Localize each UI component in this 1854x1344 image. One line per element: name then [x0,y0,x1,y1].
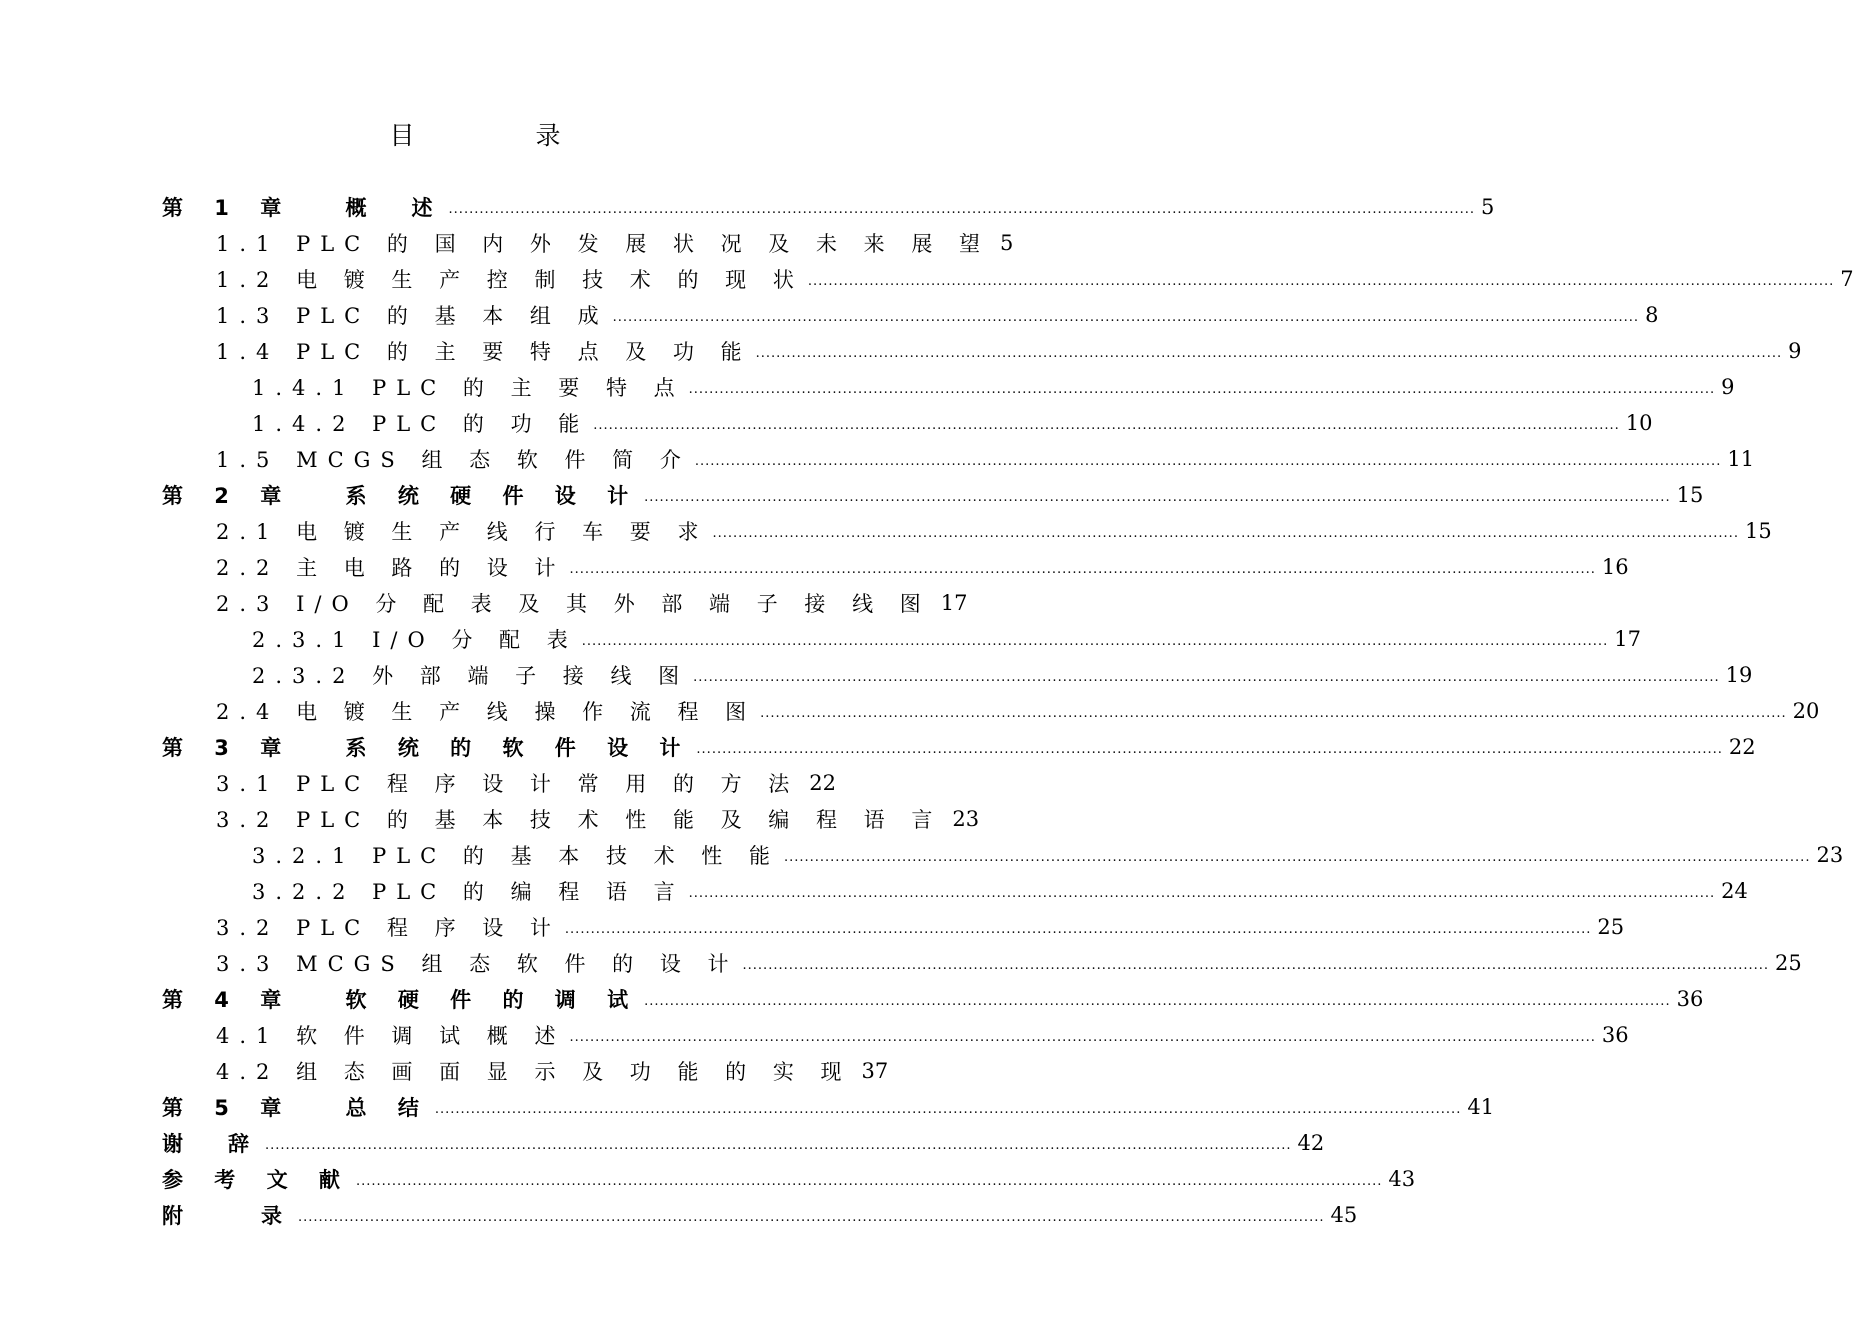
toc-page-number: 10 [1625,411,1653,435]
toc-entry-label: 第 1 章 概 述 [162,196,445,220]
toc-page-number: 15 [1744,519,1772,543]
toc-entry[interactable] [252,405,1653,441]
toc-leader-dots: ........................................................................................................................................................................................................ [569,1030,1596,1045]
toc-entry-label: 1.4.1 PLC 的 主 要 特 点 [252,376,685,400]
toc-leader-dots: ........................................................................................................................................................................................................ [688,382,1716,397]
toc-page-number: 22 [1728,735,1756,759]
toc-entry[interactable] [252,873,1748,909]
toc-leader-dots: ........................................................................................................................................................................................................ [807,274,1835,289]
toc-leader-dots: ........................................................................................................................................................................................................ [688,886,1716,901]
toc-page-number: 17 [940,591,968,615]
toc-entry[interactable] [216,693,1820,729]
toc-entry-label: 3.2.1 PLC 的 基 本 技 术 性 能 [252,844,780,868]
toc-entry-label: 1.2 电 镀 生 产 控 制 技 术 的 现 状 [216,268,804,292]
toc-leader-dots: ........................................................................................................................................................................................................ [693,670,1720,685]
toc-entry[interactable] [216,333,1802,369]
toc-leader-dots: ........................................................................................................................................................................................................ [760,706,1787,721]
toc-entry[interactable] [216,441,1755,477]
toc-entry-label: 1.1 PLC 的 国 内 外 发 展 状 况 及 未 来 展 望 [216,232,990,256]
toc-entry-label: 3.1 PLC 程 序 设 计 常 用 的 方 法 [216,772,800,796]
toc-page-number: 19 [1725,663,1753,687]
toc-entry-label: 2.1 电 镀 生 产 线 行 车 要 求 [216,520,709,544]
toc-leader-dots: ........................................................................................................................................................................................................ [265,1138,1292,1153]
toc-page-number: 43 [1388,1167,1416,1191]
toc-entry[interactable] [162,1161,1416,1197]
toc-entry-label: 3.3 MCGS 组 态 软 件 的 设 计 [216,952,739,976]
toc-page-number: 23 [1816,843,1844,867]
toc-entry-label: 附 录 [162,1204,294,1228]
toc-entry[interactable] [162,1089,1495,1125]
toc-leader-dots: ........................................................................................................................................................................................................ [581,634,1609,649]
toc-leader-dots: ........................................................................................................................................................................................................ [712,526,1739,541]
toc-entry-label: 第 4 章 软 硬 件 的 调 试 [162,988,641,1012]
toc-page-number: 36 [1601,1023,1629,1047]
toc-page-number: 42 [1297,1131,1325,1155]
toc-leader-dots: ........................................................................................................................................................................................................ [593,418,1620,433]
toc-entry[interactable] [252,621,1641,657]
toc-entry-label: 2.4 电 镀 生 产 线 操 作 流 程 图 [216,700,757,724]
toc-entry[interactable] [162,729,1756,765]
toc-page-number: 5 [1000,231,1014,255]
toc-entry-label: 3.2.2 PLC 的 编 程 语 言 [252,880,685,904]
toc-leader-dots: ........................................................................................................................................................................................................ [448,202,1476,217]
toc-title: 目 录 [389,121,609,150]
toc-leader-dots: ........................................................................................................................................................................................................ [612,310,1640,325]
toc-entry-label: 3.2 PLC 程 序 设 计 [216,916,561,940]
toc-entry-label: 2.3 I/O 分 配 表 及 其 外 部 端 子 接 线 图 [216,592,931,616]
toc-entry[interactable] [216,585,968,621]
toc-entry-label: 谢 辞 [162,1132,261,1156]
toc-leader-dots: ........................................................................................................................................................................................................ [696,742,1723,757]
toc-page-number: 7 [1840,267,1854,291]
toc-entry[interactable] [162,981,1704,1017]
toc-entry-label: 3.2 PLC 的 基 本 技 术 性 能 及 编 程 语 言 [216,808,943,832]
toc-entry-label: 参 考 文 献 [162,1168,352,1192]
toc-page-number: 23 [952,807,980,831]
toc-page-number: 15 [1676,483,1704,507]
toc-leader-dots: ........................................................................................................................................................................................................ [742,958,1769,973]
toc-entry[interactable] [216,297,1659,333]
toc-entry-label: 第 5 章 总 结 [162,1096,431,1120]
toc-entry[interactable] [252,369,1735,405]
toc-page-number: 20 [1792,699,1820,723]
toc-leader-dots: ........................................................................................................................................................................................................ [644,994,1671,1009]
toc-page-number: 37 [861,1059,889,1083]
toc-leader-dots: ........................................................................................................................................................................................................ [569,562,1596,577]
toc-entry-label: 1.5 MCGS 组 态 软 件 简 介 [216,448,691,472]
toc-page-number: 45 [1330,1203,1358,1227]
toc-page-number: 9 [1788,339,1802,363]
toc-page-number: 5 [1481,195,1495,219]
toc-entry[interactable] [216,549,1629,585]
toc-leader-dots: ........................................................................................................................................................................................................ [644,490,1671,505]
toc-leader-dots: ........................................................................................................................................................................................................ [355,1174,1383,1189]
toc-entry[interactable] [252,657,1753,693]
toc-page-number: 22 [809,771,837,795]
toc-entry[interactable] [216,765,837,801]
toc-page-number: 17 [1614,627,1641,651]
toc-entry[interactable] [252,837,1844,873]
toc-leader-dots: ........................................................................................................................................................................................................ [434,1102,1462,1117]
toc-entry-label: 1.3 PLC 的 基 本 组 成 [216,304,609,328]
toc-entry-label: 第 2 章 系 统 硬 件 设 计 [162,484,641,508]
toc-leader-dots: ........................................................................................................................................................................................................ [298,1210,1325,1225]
toc-entry-label: 2.2 主 电 路 的 设 计 [216,556,566,580]
toc-entry[interactable] [162,477,1704,513]
toc-entry[interactable] [216,945,1802,981]
toc-entry-label: 4.2 组 态 画 面 显 示 及 功 能 的 实 现 [216,1060,852,1084]
toc-entry[interactable] [216,225,1014,261]
toc-entry[interactable] [216,261,1854,297]
toc-entry[interactable] [162,189,1495,225]
toc-page-number: 9 [1721,375,1735,399]
toc-entry-label: 1.4 PLC 的 主 要 特 点 及 功 能 [216,340,752,364]
toc-page-number: 36 [1676,987,1704,1011]
toc-leader-dots: ........................................................................................................................................................................................................ [694,454,1722,469]
toc-page-number: 8 [1645,303,1659,327]
toc-entry[interactable] [216,909,1625,945]
toc-page-number: 24 [1721,879,1748,903]
toc-leader-dots: ........................................................................................................................................................................................................ [564,922,1592,937]
toc-leader-dots: ........................................................................................................................................................................................................ [783,850,1811,865]
toc-page-number: 11 [1727,447,1755,471]
toc-leader-dots: ........................................................................................................................................................................................................ [755,346,1783,361]
toc-page-number: 16 [1601,555,1629,579]
toc-entry[interactable] [216,1017,1629,1053]
toc-entry[interactable] [216,513,1772,549]
toc-entry-label: 4.1 软 件 调 试 概 述 [216,1024,566,1048]
toc-entry-label: 1.4.2 PLC 的 功 能 [252,412,590,436]
toc-entry-label: 第 3 章 系 统 的 软 件 设 计 [162,736,693,760]
toc-page-number: 25 [1597,915,1625,939]
toc-entry[interactable] [216,1053,889,1089]
toc-page-number: 25 [1775,951,1802,975]
toc-entry[interactable] [162,1197,1358,1233]
toc-entry-label: 2.3.1 I/O 分 配 表 [252,628,578,652]
toc-page-number: 41 [1467,1095,1495,1119]
toc-entry-label: 2.3.2 外 部 端 子 接 线 图 [252,664,690,688]
toc-entry[interactable] [216,801,980,837]
toc-entry[interactable] [162,1125,1325,1161]
